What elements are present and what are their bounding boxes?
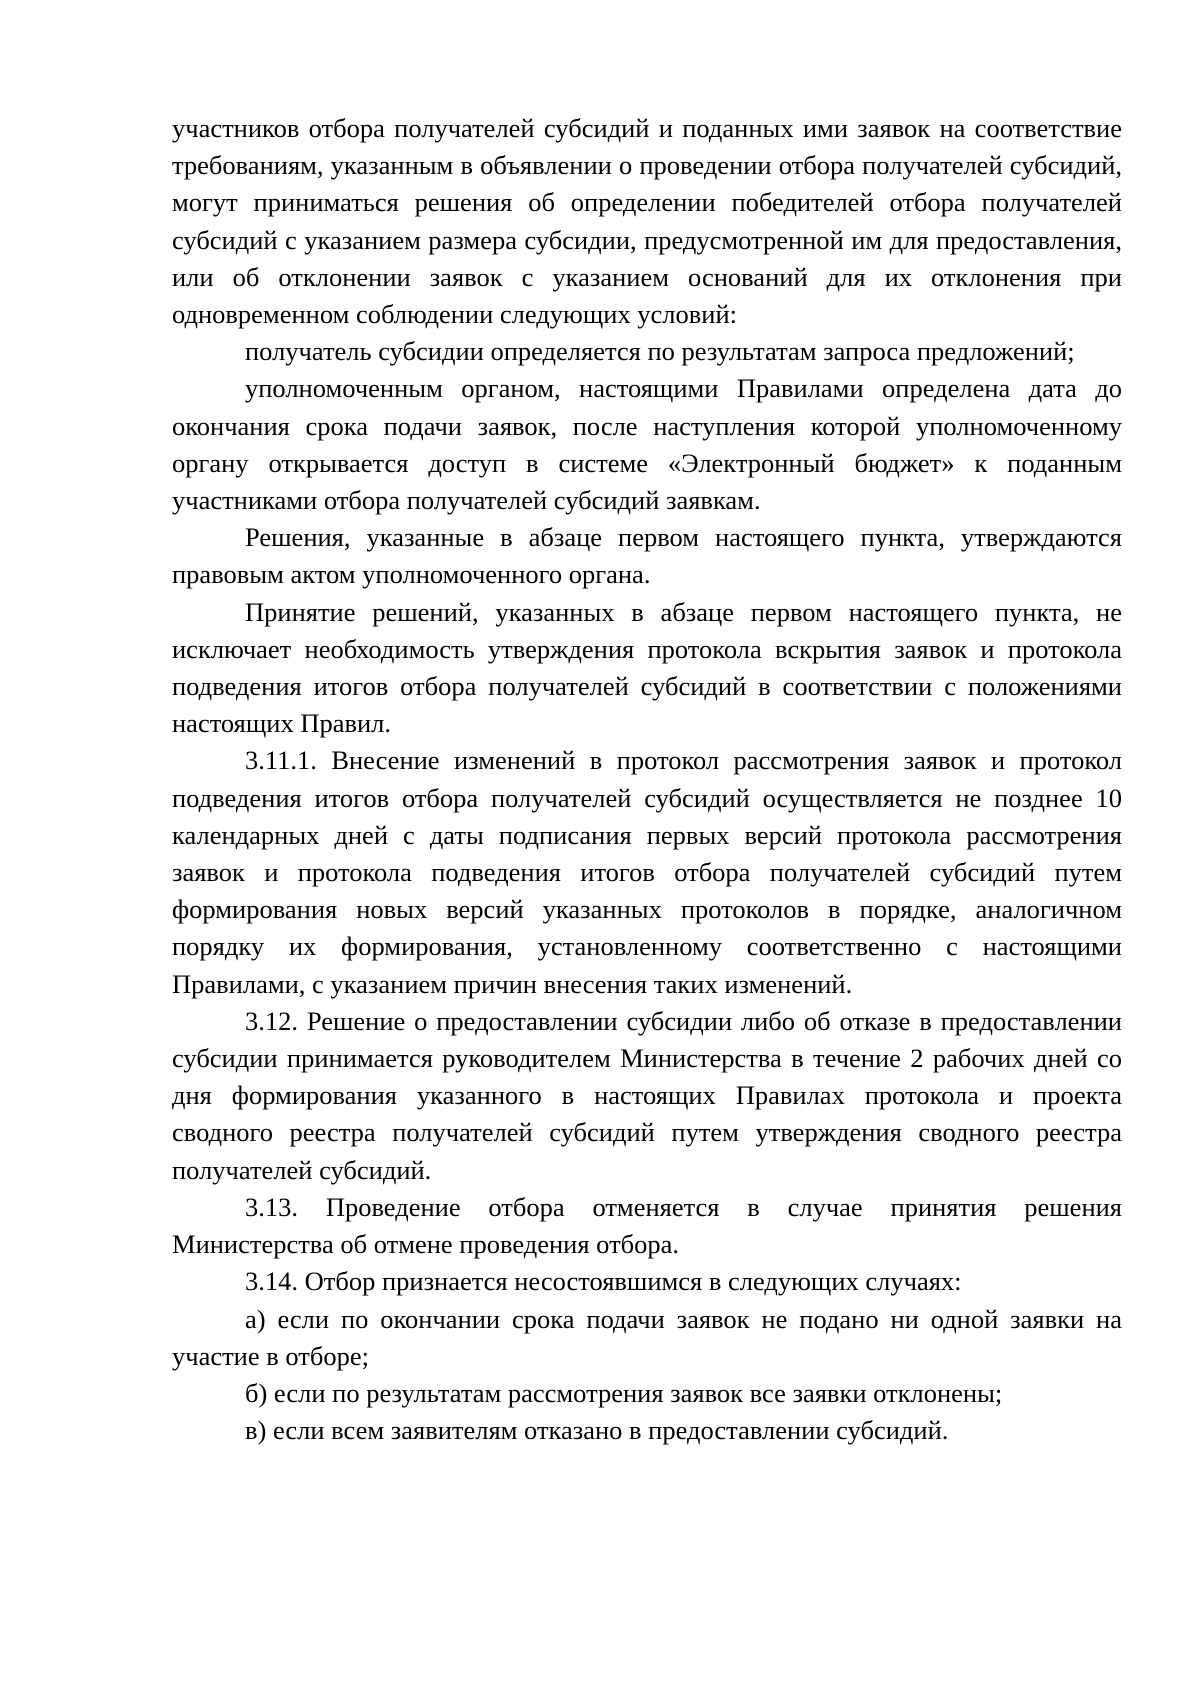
paragraph-legal-act: Решения, указанные в абзаце первом настоящего пункта, утверждаются правовым актом уполномоченного органа.	[172, 522, 1122, 590]
document-page	[172, 110, 1122, 1449]
paragraph-condition-request: получатель субсидии определяется по результатам запроса предложений;	[245, 336, 1075, 367]
paragraph-3-14-a: а) если по окончании срока подачи заявок не подано ни одной заявки на участие в отборе;	[172, 1303, 1122, 1371]
paragraph-continuation: участников отбора получателей субсидий и поданных ими заявок на соответствие требованиям, указанным в объявлении о проведении отбора получателей субсидий, могут приниматься решения об определении победителей отбора получателей субсидий с указанием размера субсидии, предусмотренной им для предоставления, или об отклонении заявок с указанием оснований для их отклонения при одновременном соблюдении следующих условий:	[172, 113, 1122, 330]
paragraph-3-14-v: в) если всем заявителям отказано в предоставлении субсидий.	[245, 1415, 949, 1446]
paragraph-3-14-b: б) если по результатам рассмотрения заявок все заявки отклонены;	[245, 1377, 1003, 1408]
paragraph-protocol-approval: Принятие решений, указанных в абзаце первом настоящего пункта, не исключает необходимость утверждения протокола вскрытия заявок и протокола подведения итогов отбора получателей субсидий в соответствии с положениями настоящих Правил.	[172, 596, 1122, 739]
paragraph-3-13: 3.13. Проведение отбора отменяется в случае принятия решения Министерства об отмене проведения отбора.	[172, 1191, 1122, 1260]
paragraph-3-11-1: 3.11.1. Внесение изменений в протокол рассмотрения заявок и протокол подведения итогов отбора получателей субсидий осуществляется не позднее 10 календарных дней с даты подписания первых версий протокола рассмотрения заявок и протокола подведения итогов отбора получателей субсидий путем формирования новых версий указанных протоколов в порядке, аналогичном порядку их формирования, установленному соответственно с настоящими Правилами, с указанием причин внесения таких изменений.	[172, 745, 1122, 999]
paragraph-3-12: 3.12. Решение о предоставлении субсидии либо об отказе в предоставлении субсидии принимается руководителем Министерства в течение 2 рабочих дней со дня формирования указанного в настоящих Правилах протокола и проекта сводного реестра получателей субсидий путем утверждения сводного реестра получателей субсидий.	[172, 1005, 1122, 1185]
paragraph-condition-date: уполномоченным органом, настоящими Правилами определена дата до окончания срока подачи заявок, после наступления которой уполномоченному органу открывается доступ в системе «Электронный бюджет» к поданным участниками отбора получателей субсидий заявкам.	[172, 373, 1122, 516]
paragraph-3-14: 3.14. Отбор признается несостоявшимся в следующих случаях:	[245, 1266, 962, 1297]
